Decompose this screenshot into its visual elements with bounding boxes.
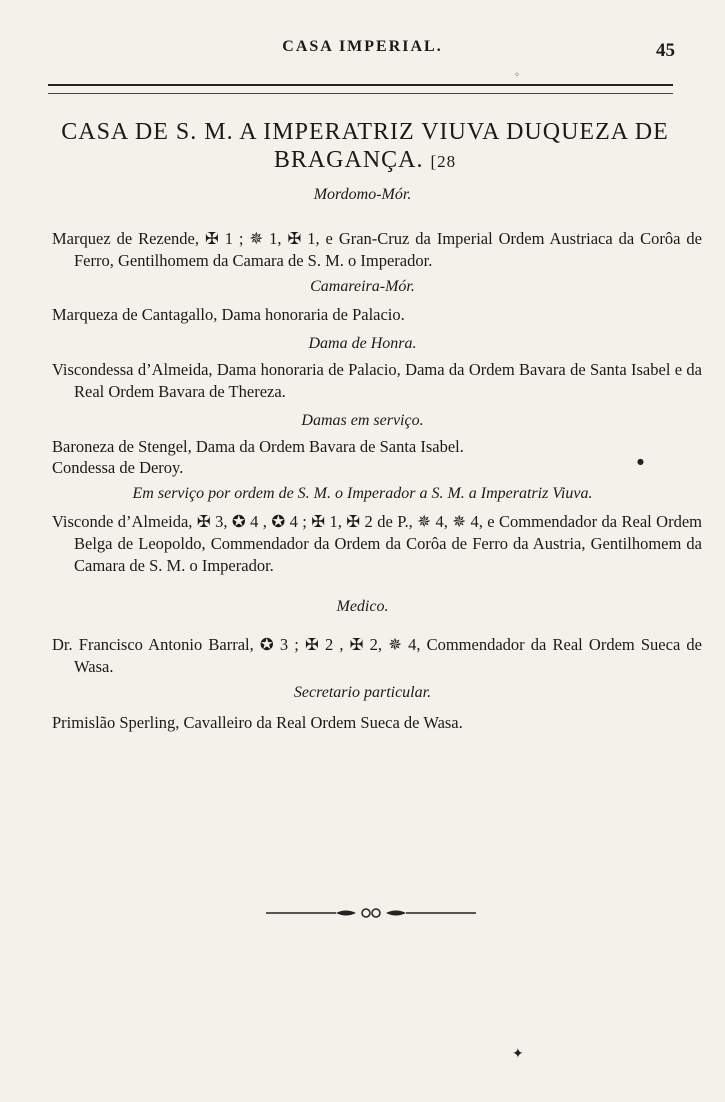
ink-speck: ◦ xyxy=(514,70,520,81)
page-number: 45 xyxy=(656,40,675,61)
title-line-2-text: BRAGANÇA. xyxy=(273,147,424,173)
entry-secretario: Primislão Sperling, Cavalleiro da Real Ordem Sueca de Wasa. xyxy=(52,713,463,732)
section-heading-medico: Medico. xyxy=(336,598,389,615)
header-rule xyxy=(48,84,673,94)
running-head: CASA IMPERIAL. xyxy=(282,38,443,55)
entry-em-servico: Visconde d’Almeida, ✠ 3, ✪ 4 , ✪ 4 ; ✠ 1, ✠ 2 de P., ✵ 4, ✵ 4, e Commendador da Real Ordem Belga de Leopoldo, Commendador da Ordem da Corôa de Ferro da Austria, Gentilhomem da Camara de S. M. o Imperador. xyxy=(52,512,702,575)
section-heading-camareira: Camareira-Mór. xyxy=(310,278,415,295)
entry-mordomo: Marquez de Rezende, ✠ 1 ; ✵ 1, ✠ 1, e Gran-Cruz da Imperial Ordem Austriaca da Corôa de Ferro, Gentilhomem da Camara de S. M. o Imperador. xyxy=(52,229,702,270)
section-heading-dama-honra: Dama de Honra. xyxy=(308,335,417,352)
entry-camareira: Marqueza de Cantagallo, Dama honoraria de Palacio. xyxy=(52,305,405,324)
ink-speck: ✦ xyxy=(512,1046,524,1062)
section-heading-secretario: Secretario particular. xyxy=(293,684,432,701)
page-title xyxy=(60,118,670,176)
ink-speck: ● xyxy=(637,457,644,466)
title-line-1: CASA DE S. M. A IMPERATRIZ VIUVA DUQUEZA DE xyxy=(61,119,669,145)
footnote-ref: [28 xyxy=(430,152,457,171)
entry-dama-honra: Viscondessa d’Almeida, Dama honoraria de Palacio, Dama da Ordem Bavara de Santa Isabel e da Real Ordem Bavara de Thereza. xyxy=(52,360,702,401)
title-line-2 xyxy=(60,146,670,176)
closing-ornament-icon xyxy=(266,906,476,920)
section-heading-em-servico: Em serviço por ordem de S. M. o Imperador a S. M. a Imperatriz Viuva. xyxy=(132,485,593,502)
entry-damas-1: Baroneza de Stengel, Dama da Ordem Bavara de Santa Isabel. xyxy=(52,437,464,456)
section-heading-mordomo: Mordomo-Mór. xyxy=(313,186,412,203)
section-heading-damas: Damas em serviço. xyxy=(301,412,424,429)
entry-medico: Dr. Francisco Antonio Barral, ✪ 3 ; ✠ 2 , ✠ 2, ✵ 4, Commendador da Real Ordem Sueca de Wasa. xyxy=(52,635,702,676)
entry-damas-2: Condessa de Deroy. xyxy=(52,458,184,477)
